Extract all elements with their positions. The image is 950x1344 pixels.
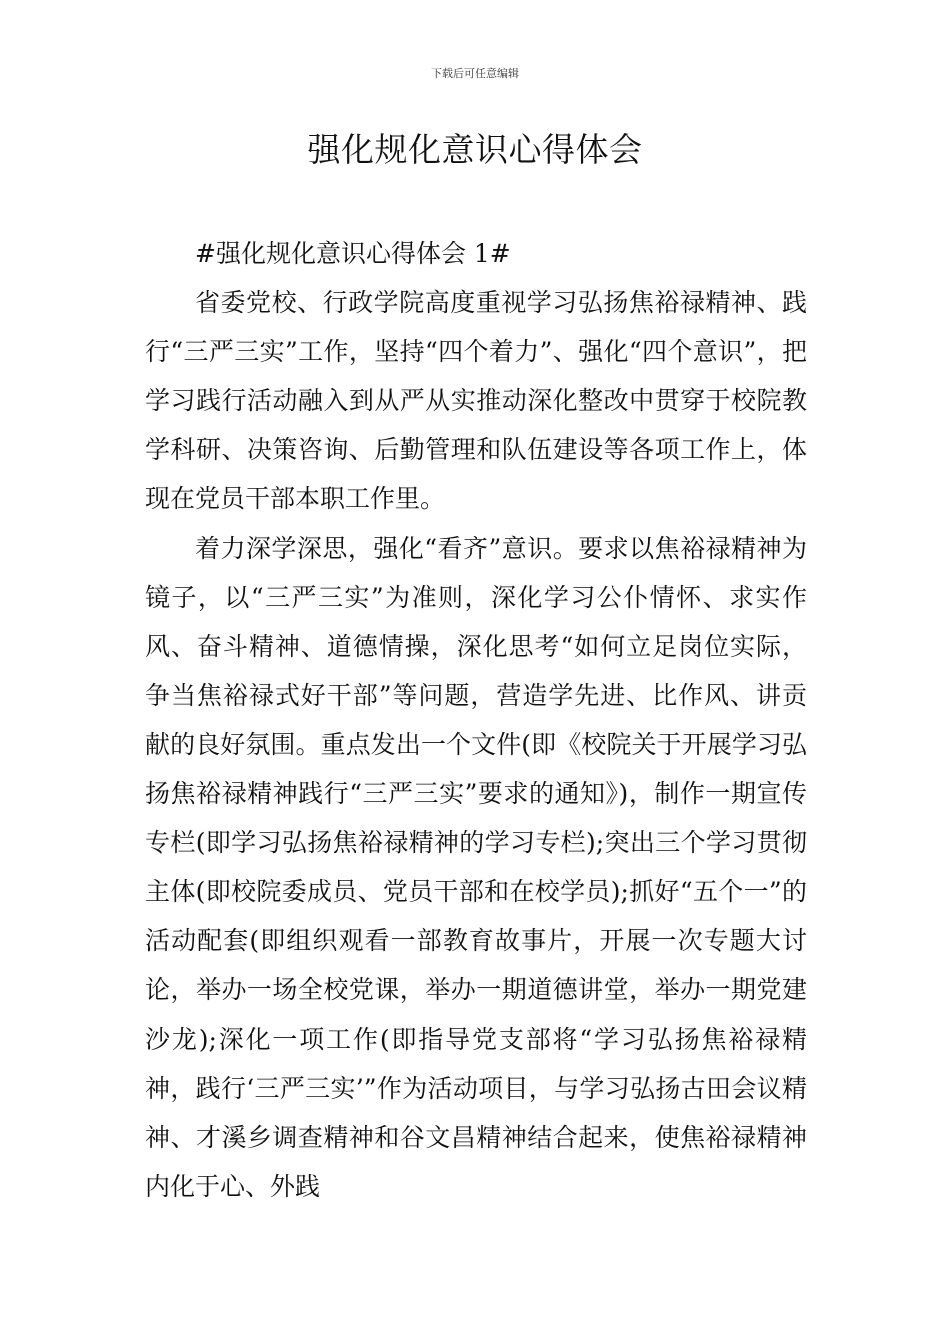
document-body [145,229,807,1211]
section-heading: #强化规化意识心得体会 1# [195,239,511,268]
paragraph-2: 着力深学深思，强化“看齐”意识。要求以焦裕禄精神为镜子，以“三严三实”为准则，深化学习公仆情怀、求实作风、奋斗精神、道德情操，深化思考“如何立足岗位实际，争当焦裕禄式好干部”等问题，营造学先进、比作风、讲贡献的良好氛围。重点发出一个文件(即《校院关于开展学习弘扬焦裕禄精神践行“三严三实”要求的通知》)，制作一期宣传专栏(即学习弘扬焦裕禄精神的学习专栏);突出三个学习贯彻主体(即校院委成员、党员干部和在校学员);抓好“五个一”的活动配套(即组织观看一部教育故事片，开展一次专题大讨论，举办一场全校党课，举办一期道德讲堂，举办一期党建沙龙);深化一项工作(即指导党支部将“学习弘扬焦裕禄精神，践行‘三严三实’”作为活动项目，与学习弘扬古田会议精神、才溪乡调查精神和谷文昌精神结合起来，使焦裕禄精神内化于心、外践 [145,533,807,1201]
document-title: 强化规化意识心得体会 [307,130,643,169]
page-header-note: 下载后可任意编辑 [431,67,519,80]
paragraph-1: 省委党校、行政学院高度重视学习弘扬焦裕禄精神、践行“三严三实”工作，坚持“四个着力”、强化“四个意识”，把学习践行活动融入到从严从实推动深化整改中贯穿于校院教学科研、决策咨询、后勤管理和队伍建设等各项工作上，体现在党员干部本职工作里。 [145,288,807,514]
